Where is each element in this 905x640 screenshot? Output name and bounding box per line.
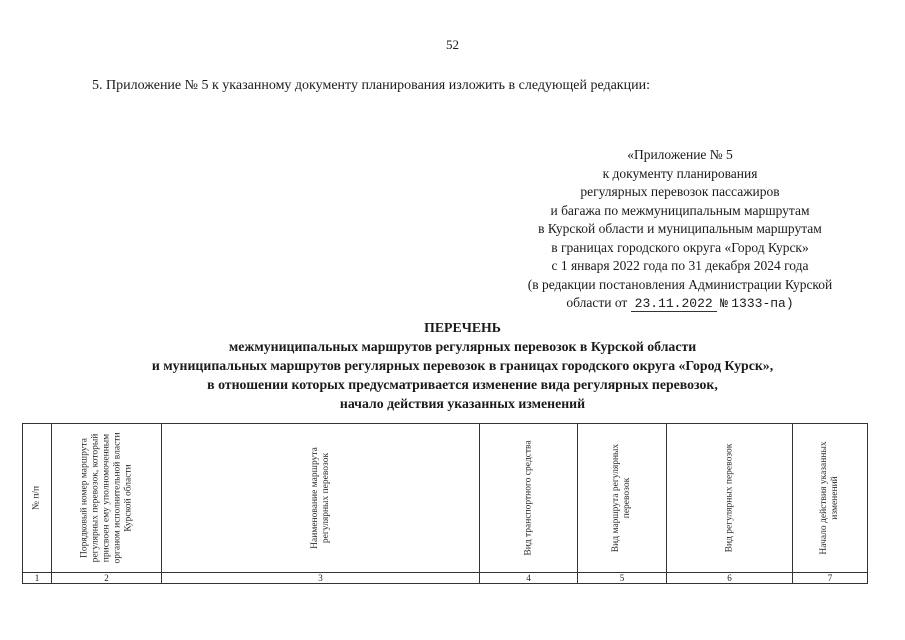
column-header: Вид регулярных перевозок (724, 443, 734, 553)
column-number: 6 (667, 573, 793, 584)
column-header: Наименование маршрута регулярных перевозок (309, 447, 331, 549)
decree-number-sign: № (720, 296, 728, 311)
column-number: 7 (793, 573, 868, 584)
column-number: 3 (162, 573, 480, 584)
column-header: Порядковый номер маршрута регулярных перевозок, который присвоен ему уполномоченным органом исполнительной власти Курской области (79, 432, 133, 564)
appendix-line: в Курской области и муниципальным маршрутам (538, 221, 822, 236)
appendix-line: к документу планирования (602, 165, 758, 181)
routes-table (22, 423, 868, 584)
header-cell-transport-type (667, 424, 793, 573)
appendix-line-prefix: области от (566, 295, 628, 310)
page-number: 52 (446, 37, 459, 52)
header-cell-number (23, 424, 52, 573)
appendix-line: с 1 января 2022 года по 31 декабря 2024 года (551, 258, 809, 273)
table-number-row (23, 573, 868, 584)
appendix-line: и багажа по межмуниципальным маршрутам (550, 202, 810, 218)
table-header-row (23, 424, 868, 573)
header-cell-route-number (52, 424, 162, 573)
column-number: 1 (23, 573, 52, 584)
appendix-line: (в редакции постановления Администрации Курской (527, 276, 833, 292)
decree-number: 1333-па) (731, 296, 794, 311)
heading-line: и муниципальных маршрутов регулярных перевозок в границах городского округа «Город Курск», (151, 358, 774, 373)
column-number: 4 (480, 573, 578, 584)
heading-line: в отношении которых предусматривается изменение вида регулярных перевозок, (207, 377, 718, 392)
column-header: Вид транспортного средства (523, 440, 533, 556)
column-number: 2 (52, 573, 162, 584)
intro-paragraph: 5. Приложение № 5 к указанному документу планирования изложить в следующей редакции: (92, 78, 650, 93)
heading-line: начало действия указанных изменений (339, 396, 586, 411)
heading-title: ПЕРЕЧЕНЬ (424, 320, 501, 335)
header-cell-vehicle-type (480, 424, 578, 573)
header-cell-change-start (793, 424, 868, 573)
appendix-last-line (460, 294, 900, 314)
appendix-line: «Приложение № 5 (627, 147, 733, 162)
header-cell-route-type (578, 424, 667, 573)
column-header: Вид маршрута регулярных перевозок (611, 443, 632, 553)
heading-line: межмуниципальных маршрутов регулярных перевозок в Курской области (228, 339, 697, 354)
column-number: 5 (578, 573, 667, 584)
appendix-line: в границах городского округа «Город Курск» (551, 239, 809, 255)
column-header: № п/п (31, 485, 42, 511)
decree-date: 23.11.2022 (631, 296, 717, 312)
header-cell-route-name (162, 424, 480, 573)
column-header: Начало действия указанных изменений (819, 441, 840, 555)
appendix-line: регулярных перевозок пассажиров (580, 184, 780, 199)
list-heading (40, 318, 885, 413)
appendix-header (460, 146, 900, 314)
